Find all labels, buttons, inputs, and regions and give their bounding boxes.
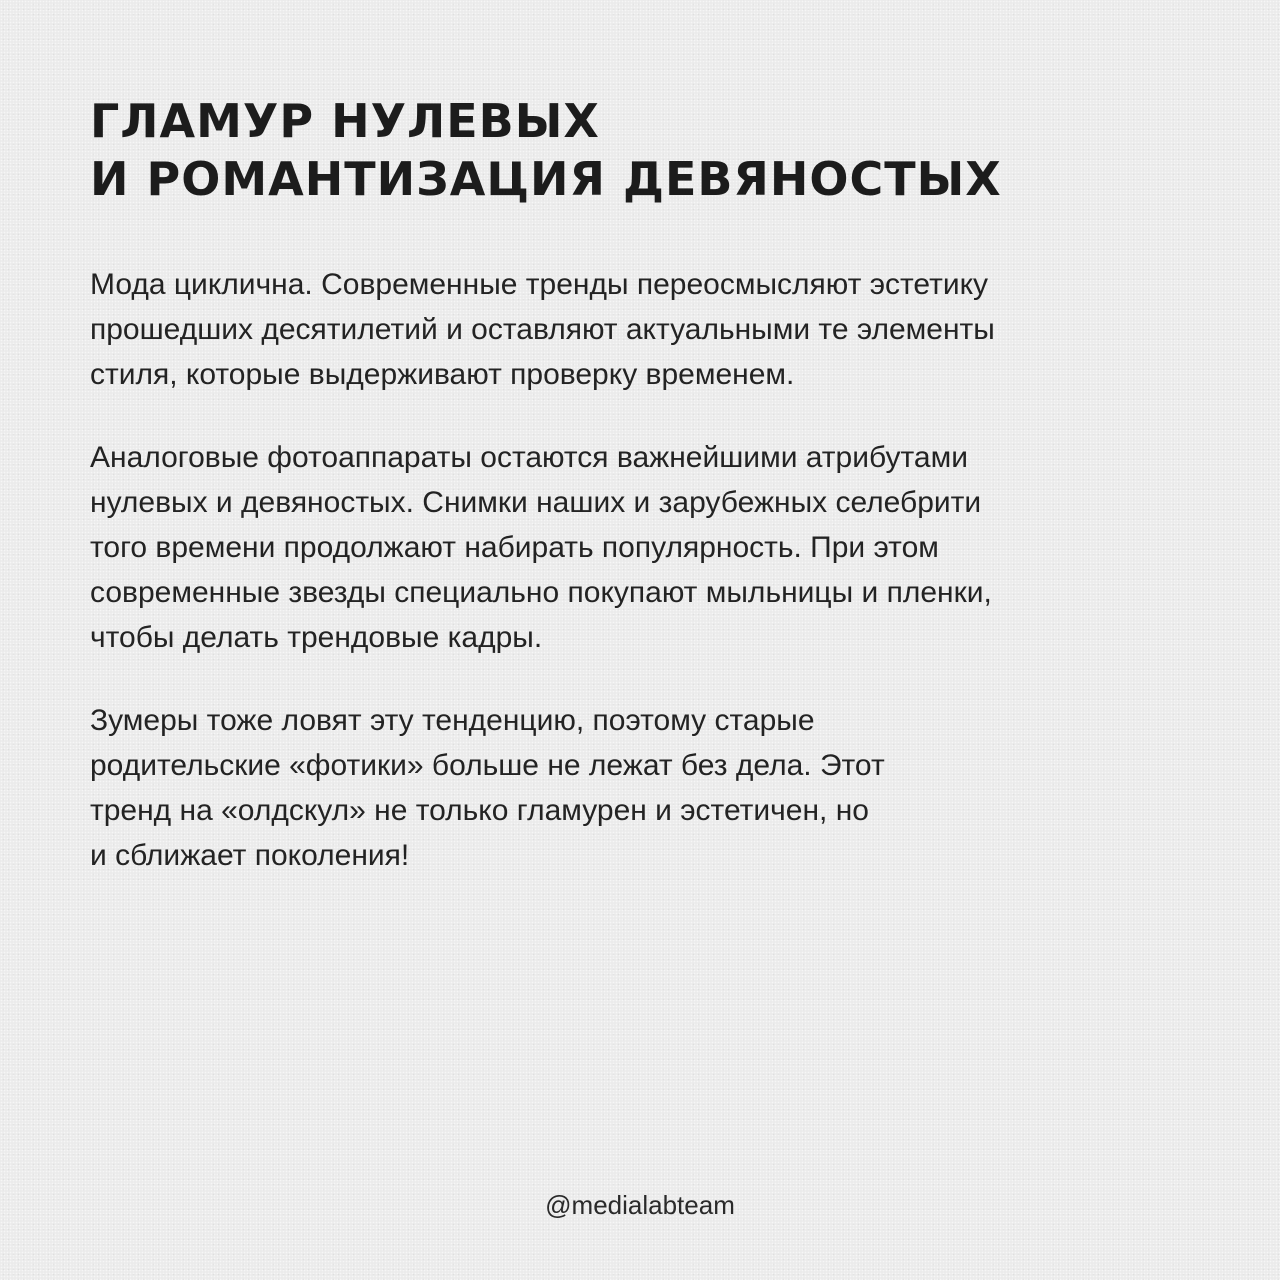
paragraph-line: Мода циклична. Современные тренды переосмысляют эстетику — [90, 268, 989, 301]
paragraph-line: того времени продолжают набирать популярность. При этом — [90, 531, 939, 564]
paragraph-3 — [90, 698, 1200, 878]
paragraph-line: современные звезды специально покупают мыльницы и пленки, — [90, 576, 992, 609]
paragraph-line: стиля, которые выдерживают проверку временем. — [90, 358, 795, 391]
paragraph-line: прошедших десятилетий и оставляют актуальными те элементы — [90, 313, 995, 346]
title-line: И РОМАНТИЗАЦИЯ ДЕВЯНОСТЫХ — [90, 152, 1002, 206]
paragraph-1 — [90, 262, 1200, 397]
paragraph-line: Зумеры тоже ловят эту тенденцию, поэтому старые — [90, 704, 815, 737]
title-line: ГЛАМУР НУЛЕВЫХ — [90, 94, 600, 148]
account-handle[interactable]: @medialabteam — [545, 1190, 735, 1220]
paragraph-line: тренд на «олдскул» не только гламурен и эстетичен, но — [90, 794, 869, 827]
slide-title — [90, 92, 1220, 208]
paragraph-line: чтобы делать трендовые кадры. — [90, 621, 543, 654]
paragraph-line: и сближает поколения! — [90, 839, 410, 872]
slide-body — [90, 262, 1200, 916]
paragraph-2 — [90, 435, 1200, 660]
paragraph-line: нулевых и девяностых. Снимки наших и зарубежных селебрити — [90, 486, 982, 519]
paragraph-line: Аналоговые фотоаппараты остаются важнейшими атрибутами — [90, 441, 968, 474]
paragraph-line: родительские «фотики» больше не лежат без дела. Этот — [90, 749, 885, 782]
